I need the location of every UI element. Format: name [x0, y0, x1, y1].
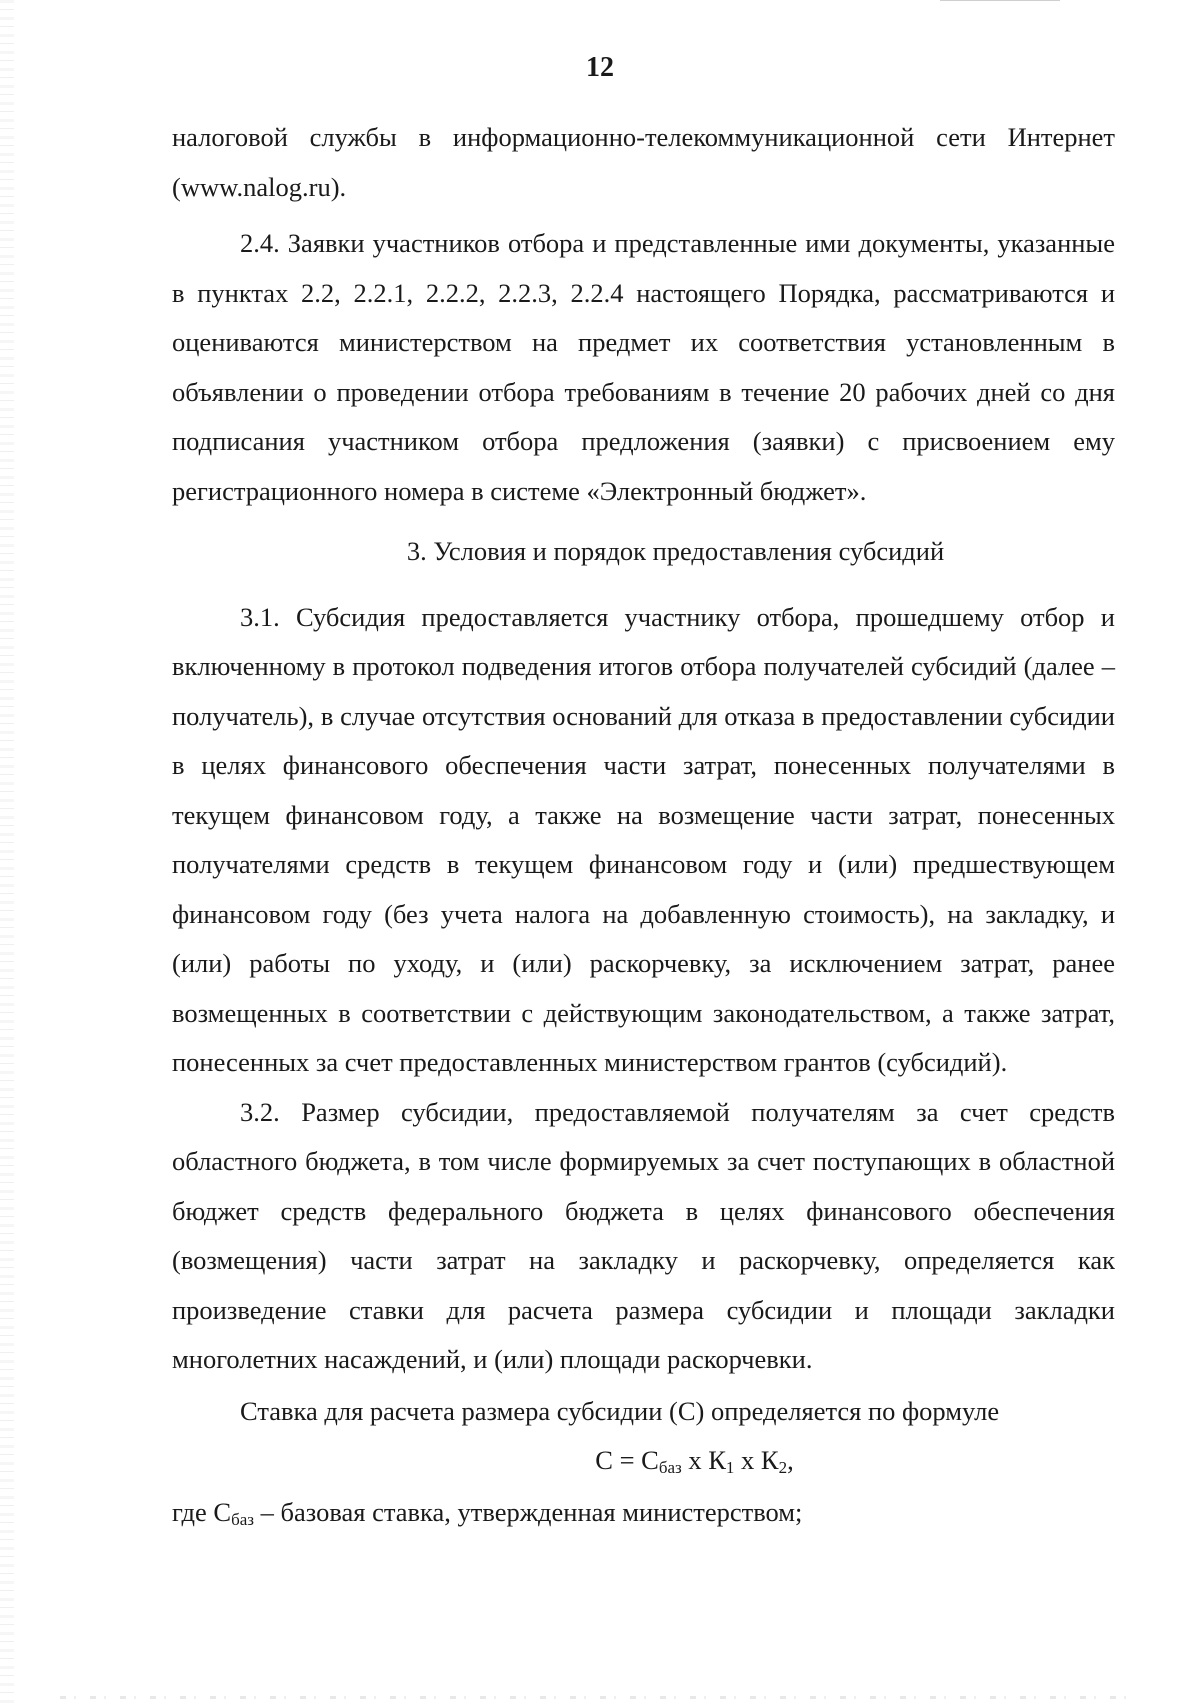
page-number: 12: [586, 52, 614, 83]
scan-edge-left: [0, 0, 14, 1707]
scan-edge-bottom: [60, 1696, 1140, 1699]
definition-sub-base: баз: [231, 1509, 255, 1529]
paragraph-2-4: 2.4. Заявки участников отбора и представленные ими документы, указанные в пунктах 2.2, 2.2.1, 2.2.2, 2.2.3, 2.2.4 настоящего Порядка, рассматриваются и оцениваются министерством на предмет их соответствия установленным в объявлении о проведении отбора требованиям в течение 20 рабочих дней со дня подписания участником отбора предложения (заявки) с присвоением ему регистрационного номера в системе «Электронный бюджет».: [172, 228, 1115, 506]
formula-mid-2: х К: [734, 1445, 779, 1475]
definition-base-rate: [172, 1488, 1115, 1538]
formula-sub-2: 2: [778, 1458, 788, 1477]
formula-sub-1: 1: [725, 1458, 735, 1477]
formula-mid-1: х К: [681, 1445, 726, 1475]
formula-lhs: С = С: [595, 1445, 659, 1475]
definition-prefix: где С: [172, 1496, 232, 1527]
scan-edge-top: [940, 0, 1060, 1]
rate-formula: [172, 1436, 1115, 1486]
formula-sub-base: баз: [658, 1458, 682, 1477]
section-heading-3: 3. Условия и порядок предоставления субсидий: [406, 536, 945, 566]
document-body: [172, 113, 1115, 1537]
paragraph-3-1: 3.1. Субсидия предоставляется участнику отбора, прошедшему отбор и включенному в протокол подведения итогов отбора получателей субсидий (далее – получатель), в случае отсутствия оснований для отказа в предоставлении субсидии в целях финансового обеспечения части затрат, понесенных получателями в текущем финансовом году, а также на возмещение части затрат, понесенных получателями средств в текущем финансовом году и (или) предшествующем финансовом году (без учета налога на добавленную стоимость), на закладку, и (или) работы по уходу, и (или) раскорчевку, за исключением затрат, ранее возмещенных в соответствии с действующим законодательством, а также затрат, понесенных за счет предоставленных министерством грантов (субсидий).: [172, 601, 1115, 1077]
definition-text: – базовая ставка, утвержденная министерством;: [254, 1496, 803, 1527]
paragraph-3-2: 3.2. Размер субсидии, предоставляемой получателям за счет средств областного бюджета, в том числе формируемых за счет поступающих в областной бюджет средств федерального бюджета в целях финансового обеспечения (возмещения) части затрат на закладку и раскорчевку, определяется как произведение ставки для расчета размера субсидии и площади закладки многолетних насаждений, и (или) площади раскорчевки.: [172, 1096, 1115, 1374]
paragraph-rate-formula-intro: Ставка для расчета размера субсидии (С) определяется по формуле: [240, 1395, 1000, 1426]
formula-tail: ,: [787, 1445, 794, 1475]
paragraph-intro: налоговой службы в информационно-телекоммуникационной сети Интернет (www.nalog.ru).: [172, 122, 1115, 202]
